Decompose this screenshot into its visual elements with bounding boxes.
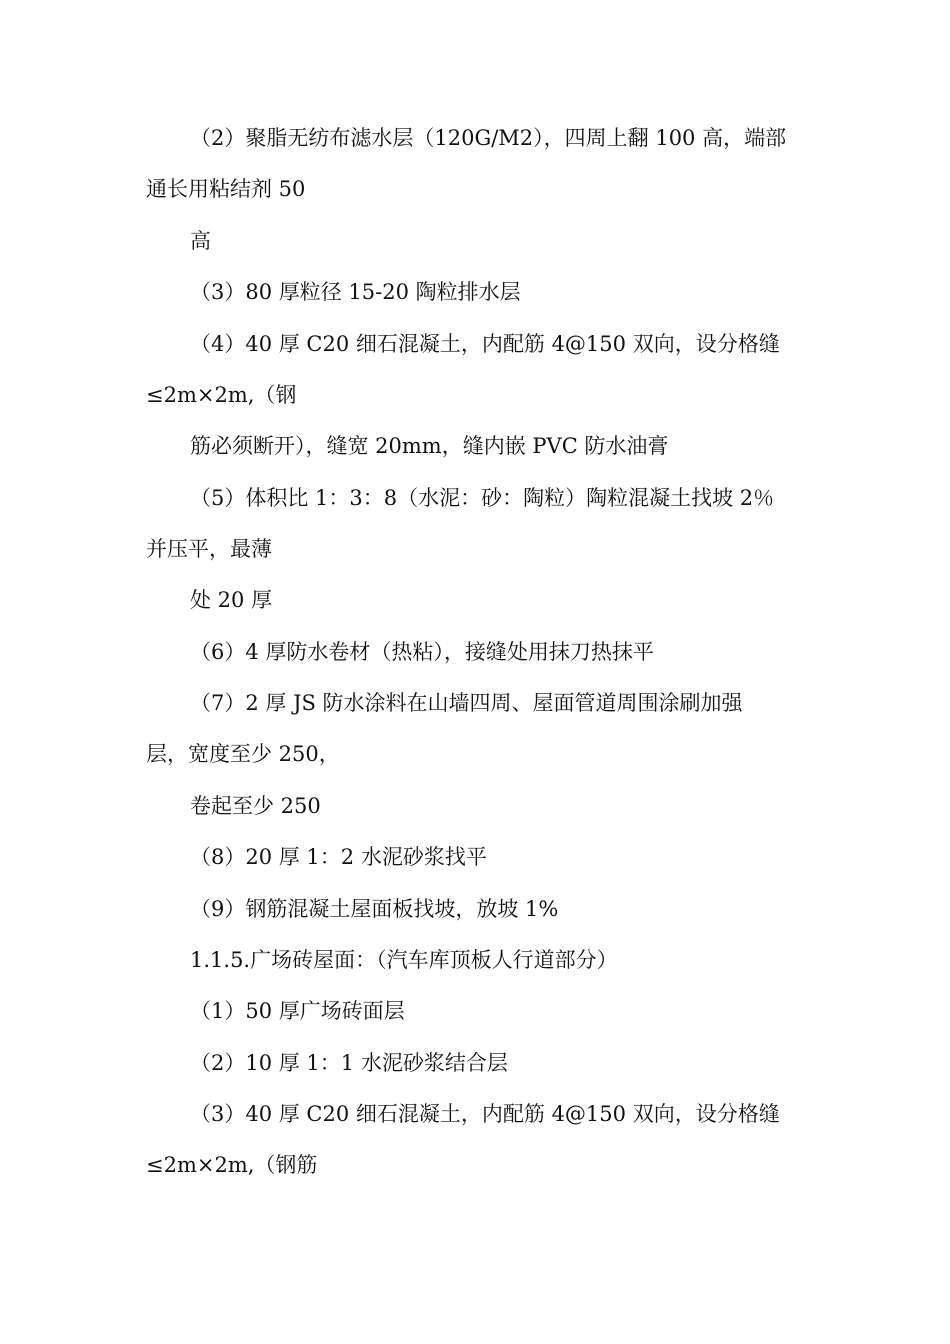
text-line: （3）40 厚 C20 细石混凝土，内配筋 4@150 双向，设分格缝 xyxy=(190,1102,780,1126)
text-line: （3）80 厚粒径 15-20 陶粒排水层 xyxy=(190,280,521,304)
text-line: （8）20 厚 1：2 水泥砂浆找平 xyxy=(190,845,487,869)
text-line: ≤2m×2m,（钢 xyxy=(146,383,297,407)
text-line: 处 20 厚 xyxy=(190,588,273,612)
text-line: （6）4 厚防水卷材（热粘），接缝处用抹刀热抹平 xyxy=(190,640,654,664)
text-line: （5）体积比 1：3：8（水泥：砂：陶粒）陶粒混凝土找坡 2％ xyxy=(190,486,775,510)
text-line: （2）10 厚 1：1 水泥砂浆结合层 xyxy=(190,1051,508,1075)
text-line: 筋必须断开），缝宽 20mm，缝内嵌 PVC 防水油膏 xyxy=(190,434,669,458)
section-heading: 1.1.5.广场砖屋面：（汽车库顶板人行道部分） xyxy=(190,948,618,972)
text-line: （4）40 厚 C20 细石混凝土，内配筋 4@150 双向，设分格缝 xyxy=(190,332,780,356)
text-line: （7）2 厚 JS 防水涂料在山墙四周、屋面管道周围涂刷加强 xyxy=(190,691,743,715)
text-line: 并压平，最薄 xyxy=(146,537,272,561)
text-line: 高 xyxy=(190,229,211,253)
text-line: ≤2m×2m,（钢筋 xyxy=(146,1153,318,1177)
text-line: 卷起至少 250 xyxy=(190,794,321,818)
text-line: 通长用粘结剂 50 xyxy=(146,177,306,201)
text-line: 层，宽度至少 250， xyxy=(146,742,340,766)
text-line: （2）聚脂无纺布滤水层（120G/M2），四周上翻 100 高，端部 xyxy=(190,126,787,150)
text-line: （9）钢筋混凝土屋面板找坡，放坡 1% xyxy=(190,897,559,921)
text-line: （1）50 厚广场砖面层 xyxy=(190,999,405,1023)
